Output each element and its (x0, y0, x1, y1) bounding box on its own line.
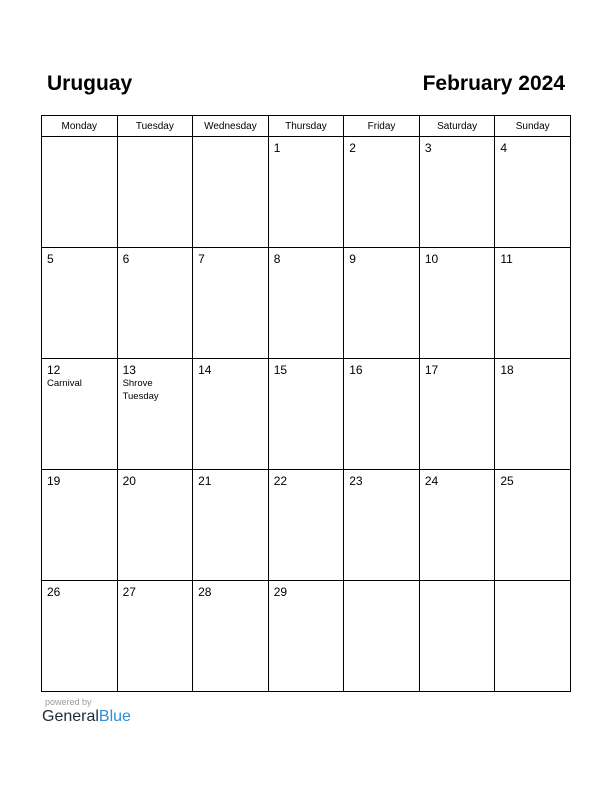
day-number: 14 (198, 363, 212, 377)
day-cell (419, 470, 495, 581)
day-number: 28 (198, 585, 212, 599)
day-cell (344, 470, 420, 581)
day-number: 3 (424, 141, 432, 155)
day-cell (117, 470, 193, 581)
day-cell (117, 359, 193, 470)
day-cell (117, 137, 193, 248)
day-cell (42, 470, 118, 581)
week-row (42, 137, 571, 248)
day-cell (268, 248, 344, 359)
country-title: Uruguay (47, 72, 133, 95)
day-cell (344, 248, 420, 359)
day-number: 10 (424, 252, 439, 266)
day-number (420, 581, 495, 585)
calendar-grid (41, 115, 571, 692)
week-row (42, 359, 571, 470)
day-cell (268, 470, 344, 581)
day-cell (268, 581, 344, 692)
weekday-header: Tuesday (117, 116, 193, 137)
day-number: 13 (122, 363, 136, 377)
day-cell (419, 137, 495, 248)
powered-by-text: powered by (45, 697, 92, 707)
weekday-header: Wednesday (193, 116, 269, 137)
day-cell (495, 248, 571, 359)
day-cell (419, 248, 495, 359)
day-cell (268, 359, 344, 470)
holiday-label: Carnival (47, 378, 82, 389)
day-number: 7 (198, 252, 205, 266)
day-cell (344, 581, 420, 692)
day-cell (42, 248, 118, 359)
day-cell (495, 581, 571, 692)
brand-logo (42, 707, 131, 727)
day-number: 21 (198, 474, 212, 488)
day-cell (193, 137, 269, 248)
day-number: 24 (424, 474, 439, 488)
day-number: 9 (349, 252, 356, 266)
day-number: 23 (349, 474, 363, 488)
weekday-header: Monday (42, 116, 118, 137)
day-number (42, 137, 117, 141)
holiday-label: Shrove Tuesday (122, 378, 159, 402)
day-number: 15 (273, 363, 288, 377)
week-row (42, 248, 571, 359)
day-cell (344, 137, 420, 248)
day-number: 1 (273, 141, 281, 155)
week-row (42, 581, 571, 692)
day-number: 20 (122, 474, 136, 488)
day-cell (419, 359, 495, 470)
day-cell (193, 359, 269, 470)
weekday-header: Friday (344, 116, 420, 137)
day-cell (495, 470, 571, 581)
week-row (42, 470, 571, 581)
day-number: 27 (122, 585, 136, 599)
day-number (193, 137, 268, 141)
day-number (118, 137, 193, 141)
day-number: 4 (500, 141, 508, 155)
day-cell (42, 581, 118, 692)
weekday-header-row (42, 116, 571, 137)
day-cell (193, 470, 269, 581)
day-number: 26 (47, 585, 61, 599)
day-number: 5 (47, 252, 54, 266)
day-number: 16 (349, 363, 363, 377)
day-cell (117, 581, 193, 692)
day-number: 19 (47, 474, 61, 488)
day-cell (193, 581, 269, 692)
day-number: 11 (500, 252, 513, 266)
day-cell (193, 248, 269, 359)
day-cell (495, 359, 571, 470)
day-cell (42, 137, 118, 248)
day-number: 6 (122, 252, 130, 266)
day-cell (495, 137, 571, 248)
day-number: 17 (424, 363, 439, 377)
day-number: 12 (47, 363, 61, 377)
day-cell (42, 359, 118, 470)
day-number: 2 (349, 141, 356, 155)
day-number: 25 (500, 474, 514, 488)
brand-blue-text: Blue (98, 708, 131, 725)
day-cell (419, 581, 495, 692)
day-number: 8 (273, 252, 281, 266)
day-cell (268, 137, 344, 248)
month-title: February 2024 (422, 72, 565, 95)
day-number: 18 (500, 363, 514, 377)
day-cell (344, 359, 420, 470)
brand-footer (42, 697, 131, 727)
day-number (495, 581, 570, 585)
weekday-header: Thursday (268, 116, 344, 137)
weekday-header: Saturday (419, 116, 495, 137)
day-cell (117, 248, 193, 359)
weekday-header: Sunday (495, 116, 571, 137)
brand-general-text: General (42, 708, 99, 725)
day-number: 22 (273, 474, 288, 488)
day-number: 29 (273, 585, 288, 599)
day-number (344, 581, 419, 585)
